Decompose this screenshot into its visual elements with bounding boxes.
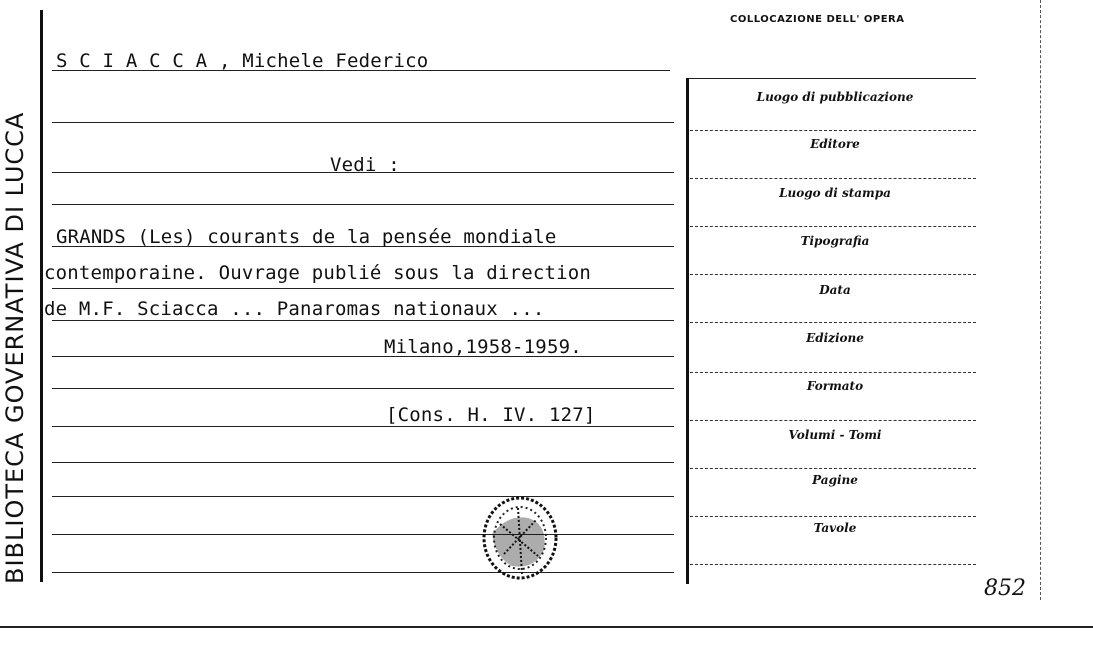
field-volumi-tomi: Volumi - Tomi bbox=[788, 428, 882, 442]
field-editore: Editore bbox=[810, 137, 860, 151]
panel-rule bbox=[690, 274, 976, 275]
panel-rule bbox=[690, 226, 976, 227]
title-line-3: de M.F. Sciacca ... Panaromas nationaux ... bbox=[44, 298, 545, 320]
field-edizione: Edizione bbox=[806, 331, 864, 345]
rule-line bbox=[52, 388, 674, 389]
left-margin-bar bbox=[40, 10, 43, 582]
panel-rule bbox=[690, 564, 976, 565]
rule-line bbox=[52, 496, 674, 497]
panel-rule bbox=[690, 178, 976, 179]
rule-line bbox=[52, 288, 674, 289]
placement-title: COLLOCAZIONE DELL' OPERA bbox=[730, 14, 905, 25]
rule-line bbox=[52, 204, 674, 205]
field-formato: Formato bbox=[806, 379, 864, 393]
title-line-1: GRANDS (Les) courants de la pensée mondiale bbox=[56, 226, 557, 248]
title-line-2: contemporaine. Ouvrage publié sous la direction bbox=[44, 262, 592, 284]
rule-line bbox=[52, 320, 674, 321]
rule-line bbox=[52, 122, 674, 123]
panel-rule bbox=[690, 420, 976, 421]
card-edge bbox=[0, 626, 1093, 628]
library-stamp: BIBLIOTECA GOVERNATIVA DI LUCCA bbox=[1, 111, 29, 584]
rule-line bbox=[52, 534, 674, 535]
panel-rule bbox=[690, 516, 976, 517]
field-luogo-pubblicazione: Luogo di pubblicazione bbox=[756, 90, 914, 104]
ink-seal-icon bbox=[478, 494, 562, 584]
field-data: Data bbox=[819, 283, 851, 297]
field-tipografia: Tipografia bbox=[800, 234, 870, 248]
panel-rule bbox=[690, 468, 976, 469]
card-edge bbox=[1040, 0, 1041, 600]
field-pagine: Pagine bbox=[812, 473, 858, 487]
shelfmark: [Cons. H. IV. 127] bbox=[386, 404, 596, 426]
see-label: Vedi : bbox=[330, 154, 400, 176]
field-tavole: Tavole bbox=[813, 521, 857, 535]
rule-line bbox=[52, 426, 674, 427]
rule-line bbox=[52, 462, 674, 463]
panel-rule bbox=[690, 130, 976, 131]
panel-rule bbox=[690, 322, 976, 323]
panel-rule bbox=[690, 372, 976, 373]
field-luogo-stampa: Luogo di stampa bbox=[779, 186, 891, 200]
card-number: 852 bbox=[984, 576, 1026, 601]
imprint-line: Milano,1958-1959. bbox=[384, 336, 582, 358]
rule-line bbox=[52, 572, 674, 573]
author-heading: S C I A C C A , Michele Federico bbox=[56, 50, 429, 72]
